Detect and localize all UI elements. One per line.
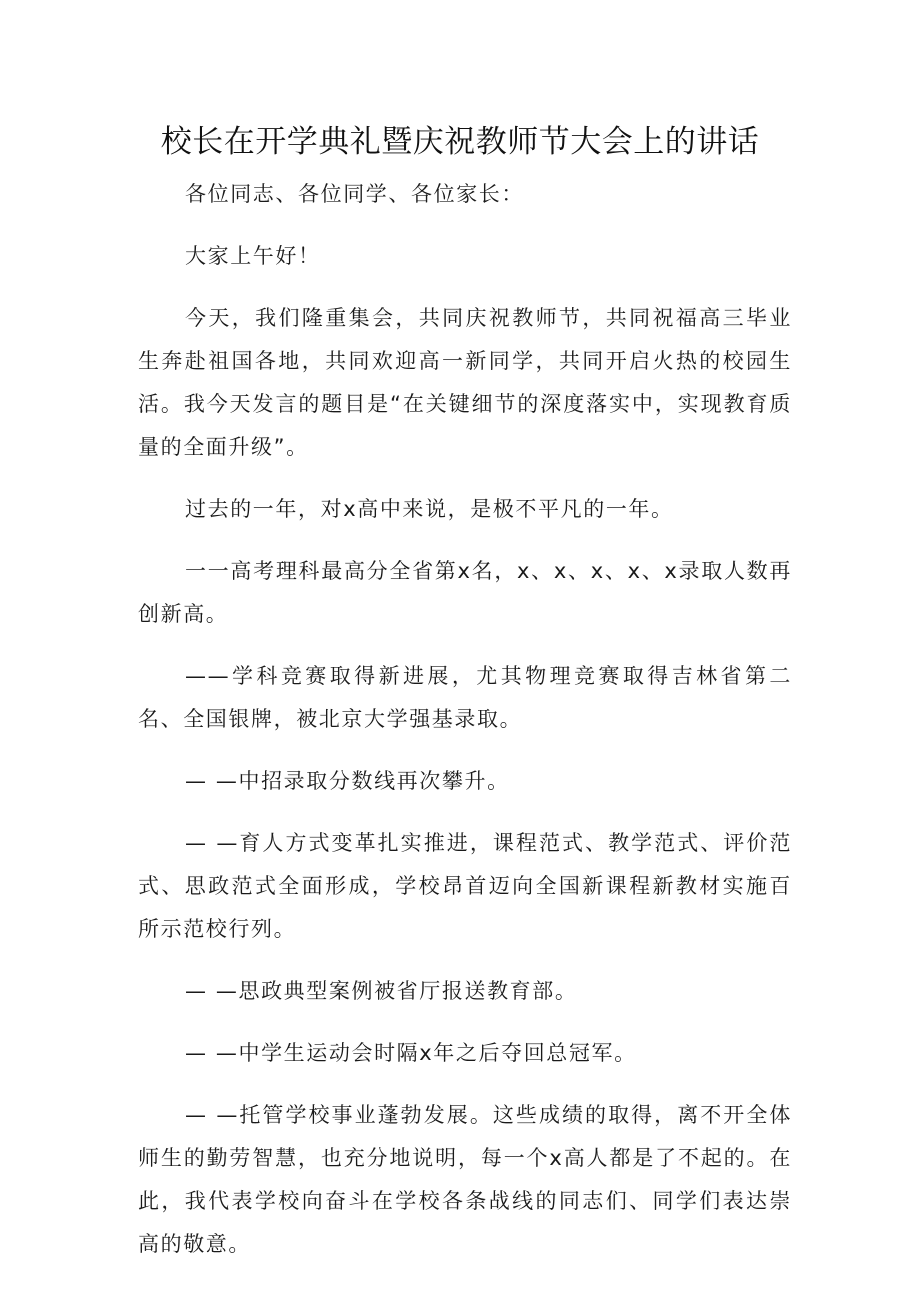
paragraph-achievement-case: — —思政典型案例被省厅报送教育部。	[185, 979, 578, 1003]
paragraph-achievement-sports: — —中学生运动会时隔x年之后夺回总冠军。	[185, 1041, 637, 1065]
paragraph-achievement-exam: 一一高考理科最高分全省第x名，x、x、x、x、x录取人数再创新高。	[138, 559, 792, 626]
paragraph-greeting: 大家上午好！	[185, 244, 321, 268]
paragraph-opening: 今天，我们隆重集会，共同庆祝教师节，共同祝福高三毕业生奔赴祖国各地，共同欢迎高一新同学，共同开启火热的校园生活。我今天发言的题目是“在关键细节的深度落实中，实现教育质量的全面升级”。	[138, 306, 792, 459]
paragraph-salutation: 各位同志、各位同学、各位家长：	[185, 182, 524, 206]
document-title: 校长在开学典礼暨庆祝教师节大会上的讲话	[160, 124, 760, 160]
paragraph-achievement-trust: — —托管学校事业蓬勃发展。这些成绩的取得，离不开全体师生的勤劳智慧，也充分地说明，每一个x高人都是了不起的。在此，我代表学校向奋斗在学校各条战线的同志们、同学们表达崇高的敬意。	[138, 1103, 792, 1256]
paragraph-achievement-admission: — —中招录取分数线再次攀升。	[185, 769, 510, 793]
paragraph-past-year: 过去的一年，对x高中来说，是极不平凡的一年。	[185, 497, 674, 521]
document-body	[138, 173, 792, 1285]
paragraph-achievement-reform: — —育人方式变革扎实推进，课程范式、教学范式、评价范式、思政范式全面形成，学校昂首迈向全国新课程新教材实施百所示范校行列。	[138, 831, 792, 941]
paragraph-achievement-competition: ——学科竞赛取得新进展，尤其物理竞赛取得吉林省第二名、全国银牌，被北京大学强基录取。	[138, 664, 792, 731]
